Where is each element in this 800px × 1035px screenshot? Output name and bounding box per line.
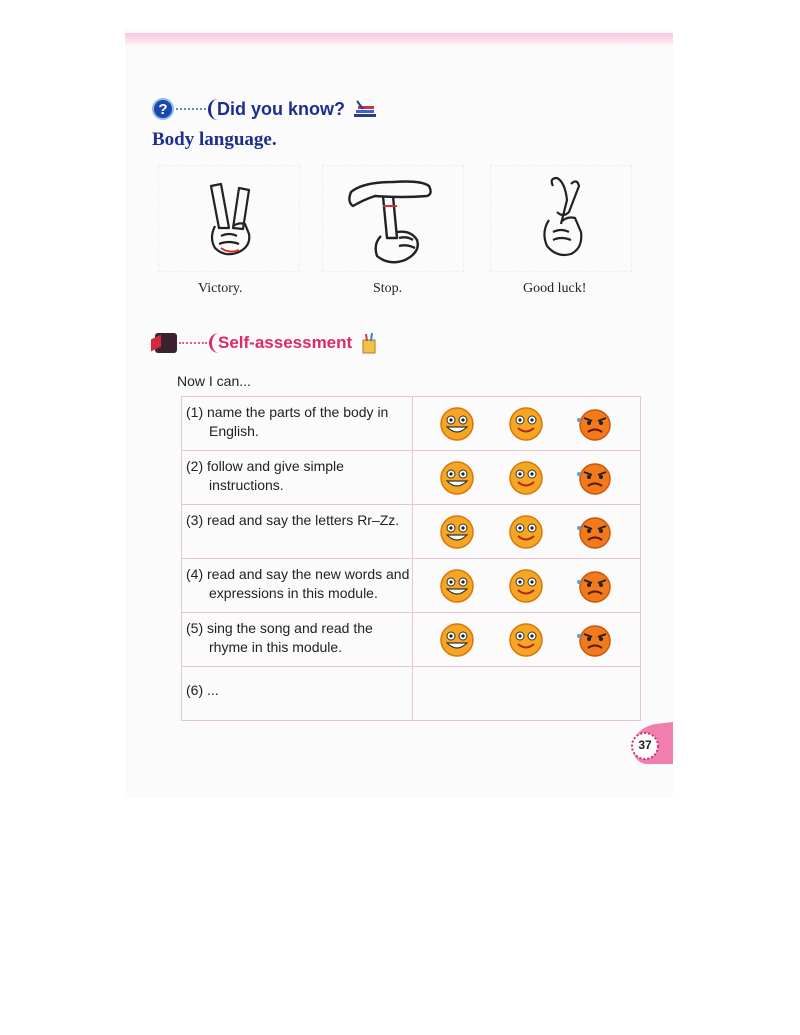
statement-cell: (3) read and say the letters Rr–Zz.: [182, 505, 413, 559]
rating-cell: [412, 505, 640, 559]
gesture-label-good-luck: Good luck!: [523, 281, 587, 296]
rating-cell-empty: [412, 667, 640, 721]
statement-cell: (4) read and say the new words and expressions in this module.: [182, 559, 413, 613]
did-you-know-title: Did you know?: [208, 99, 351, 120]
victory-hand-icon: [159, 166, 299, 271]
question-icon: ?: [152, 98, 174, 120]
books-icon: [353, 99, 377, 119]
angry-face-icon: [575, 568, 615, 604]
notebook-icon: [155, 333, 177, 353]
gesture-label-victory: Victory.: [198, 281, 243, 296]
rating-cell: [412, 559, 640, 613]
page-number: 37: [638, 738, 652, 752]
statement-cell: (1) name the parts of the body in English.: [182, 397, 413, 451]
rating-cell: [412, 397, 640, 451]
did-you-know-header: [152, 96, 377, 122]
rating-cell: [412, 451, 640, 505]
grin-face-icon: [437, 406, 477, 442]
table-row: [182, 451, 641, 505]
smile-face-icon: [506, 568, 546, 604]
face-row: [413, 622, 640, 658]
good-luck-gesture-image: [490, 165, 632, 272]
rating-cell: [412, 613, 640, 667]
victory-gesture-image: [158, 165, 300, 272]
face-row: [413, 568, 640, 604]
face-row: [413, 514, 640, 550]
dotted-connector: [176, 108, 206, 110]
statement-cell: (2) follow and give simple instructions.: [182, 451, 413, 505]
stop-gesture-image: [322, 165, 464, 272]
self-assessment-table: [181, 396, 641, 721]
angry-face-icon: [575, 514, 615, 550]
self-assessment-header: [155, 330, 378, 356]
statement-cell: (5) sing the song and read the rhyme in this module.: [182, 613, 413, 667]
grin-face-icon: [437, 514, 477, 550]
table-row: [182, 667, 641, 721]
smile-face-icon: [506, 622, 546, 658]
gesture-label-stop: Stop.: [373, 281, 403, 296]
stop-hands-icon: [323, 166, 463, 271]
statement-cell: (6) ...: [182, 667, 413, 721]
body-language-heading: Body language.: [152, 129, 277, 150]
pencil-cup-icon: [360, 332, 378, 354]
angry-face-icon: [575, 622, 615, 658]
grin-face-icon: [437, 460, 477, 496]
face-row: [413, 460, 640, 496]
crossed-fingers-icon: [491, 166, 631, 271]
smile-face-icon: [506, 406, 546, 442]
grin-face-icon: [437, 622, 477, 658]
self-assessment-title: Self-assessment: [209, 333, 358, 353]
table-row: [182, 613, 641, 667]
grin-face-icon: [437, 568, 477, 604]
table-row: [182, 559, 641, 613]
now-i-can-intro: Now I can...: [177, 373, 251, 389]
table-row: [182, 505, 641, 559]
page-header-band: [125, 33, 673, 47]
smile-face-icon: [506, 460, 546, 496]
angry-face-icon: [575, 406, 615, 442]
face-row: [413, 406, 640, 442]
smile-face-icon: [506, 514, 546, 550]
angry-face-icon: [575, 460, 615, 496]
dotted-connector: [179, 342, 207, 344]
table-row: [182, 397, 641, 451]
